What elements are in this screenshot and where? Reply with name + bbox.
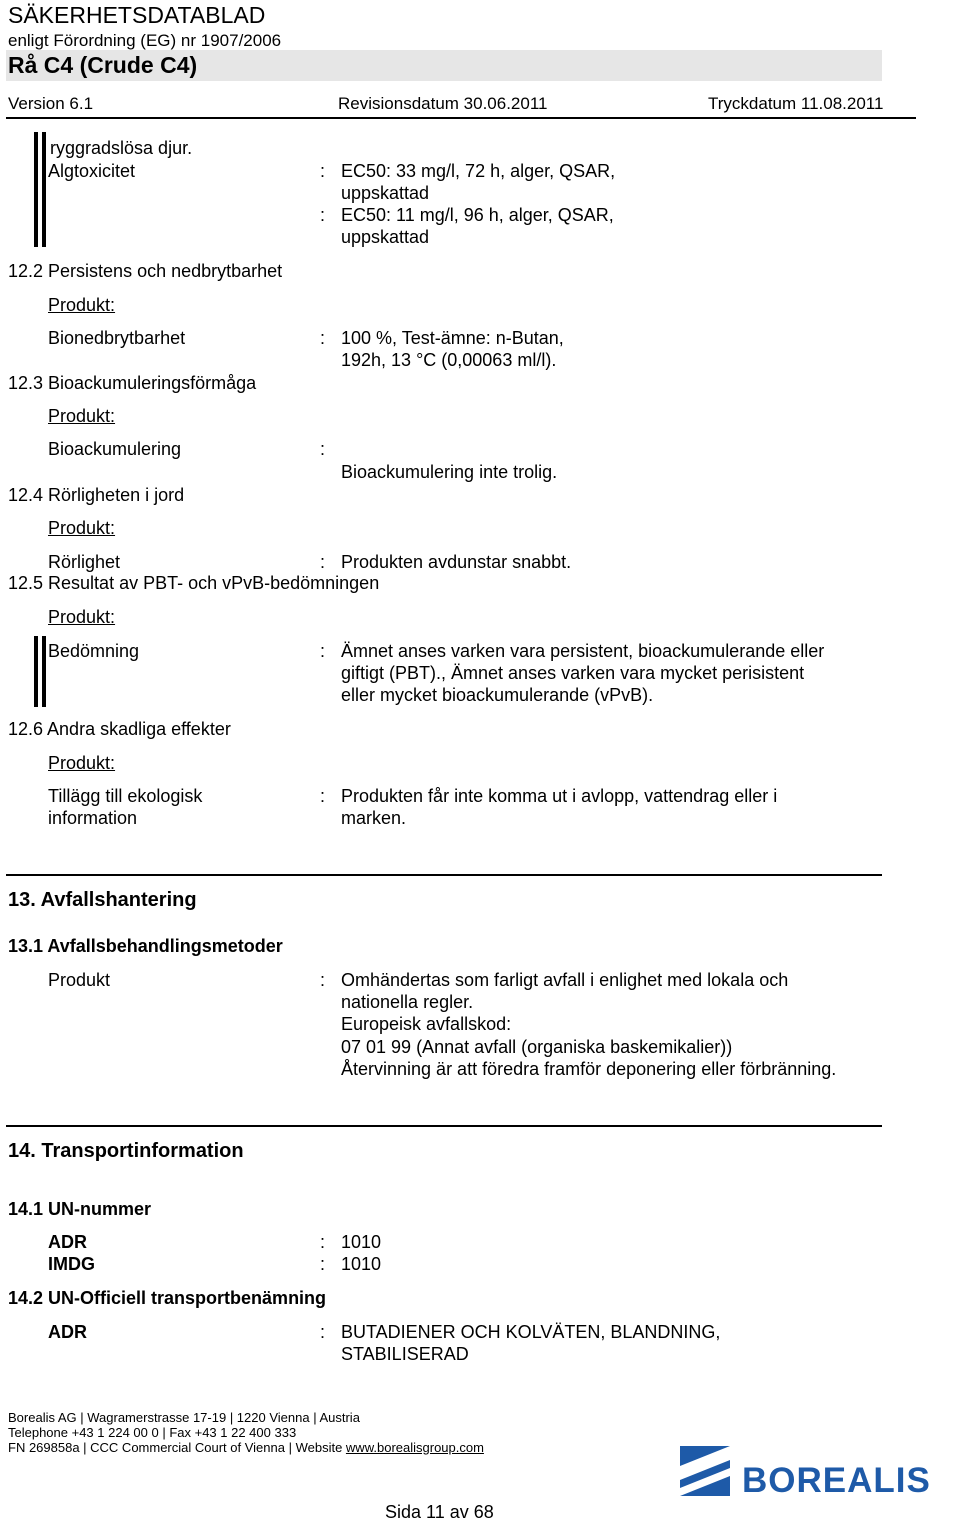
product-name-band [6, 50, 882, 81]
bedomning-value: giftigt (PBT)., Ämnet anses varken vara mycket perisistent [341, 663, 805, 683]
colon: : [320, 552, 326, 572]
heading-12-6: 12.6 Andra skadliga effekter [8, 719, 231, 739]
bedomning-label: Bedömning [48, 641, 140, 661]
colon: : [320, 1254, 326, 1274]
disposal-text: Europeisk avfallskod: [341, 1014, 512, 1034]
section-divider [6, 874, 882, 876]
colon: : [320, 1232, 326, 1252]
product-name: Rå C4 (Crude C4) [8, 52, 198, 78]
heading-14-1: 14.1 UN-nummer [8, 1199, 152, 1219]
heading-13-1: 13.1 Avfallsbehandlingsmetoder [8, 936, 283, 956]
colon: : [320, 970, 326, 990]
algtoxicitet-value: uppskattad [341, 227, 430, 247]
header-divider [6, 117, 916, 119]
transport-name: BUTADIENER OCH KOLVÄTEN, BLANDNING, [341, 1322, 721, 1342]
colon: : [320, 641, 326, 661]
bionedbrytbarhet-label: Bionedbrytbarhet [48, 328, 186, 348]
bedomning-value: Ämnet anses varken vara persistent, bioackumulerande eller [341, 641, 825, 661]
change-bar [34, 636, 38, 707]
bedomning-value: eller mycket bioackumulerande (vPvB). [341, 685, 654, 705]
produkt-label: Produkt [48, 970, 111, 990]
heading-12-4: 12.4 Rörligheten i jord [8, 485, 185, 505]
borealis-logo-text: BOREALIS [742, 1461, 931, 1500]
borealis-logo-mark-icon [680, 1446, 730, 1496]
change-bar [42, 132, 46, 247]
produkt-label: Produkt: [48, 406, 116, 426]
revision-date: Revisionsdatum 30.06.2011 [338, 94, 548, 113]
algtoxicitet-value: EC50: 11 mg/l, 96 h, alger, QSAR, [341, 205, 614, 225]
section-14-title: 14. Transportinformation [8, 1140, 244, 1162]
change-bar [34, 132, 38, 247]
heading-12-3: 12.3 Bioackumuleringsförmåga [8, 373, 257, 393]
footer-address: Borealis AG | Wagramerstrasse 17-19 | 1220 Vienna | Austria [8, 1410, 360, 1425]
algtoxicitet-value: EC50: 33 mg/l, 72 h, alger, QSAR, [341, 161, 616, 181]
footer-contact: Telephone +43 1 224 00 0 | Fax +43 1 22 400 333 [8, 1425, 297, 1440]
colon: : [320, 161, 326, 181]
disposal-text: Återvinning är att föredra framför deponering eller förbränning. [341, 1059, 837, 1079]
disposal-text: nationella regler. [341, 992, 474, 1012]
version-text: Version 6.1 [8, 94, 94, 113]
algtoxicitet-label: Algtoxicitet [48, 161, 136, 181]
regulation-text: enligt Förordning (EG) nr 1907/2006 [8, 31, 282, 50]
disposal-text: 07 01 99 (Annat avfall (organiska baskemikalier)) [341, 1037, 733, 1057]
tillagg-label: Tillägg till ekologisk [48, 786, 203, 806]
algtoxicitet-value: uppskattad [341, 183, 430, 203]
rorlighet-label: Rörlighet [48, 552, 121, 572]
section-13-title: 13. Avfallshantering [8, 889, 197, 911]
adr-label: ADR [48, 1232, 87, 1252]
rorlighet-value: Produkten avdunstar snabbt. [341, 552, 572, 572]
footer-registration-text: FN 269858a | CCC Commercial Court of Vienna | Website [8, 1440, 346, 1455]
change-bar [42, 636, 46, 707]
section-divider [6, 1125, 882, 1127]
colon: : [320, 439, 326, 459]
heading-12-5: 12.5 Resultat av PBT- och vPvB-bedömningen [8, 573, 380, 593]
transport-name: STABILISERAD [341, 1344, 469, 1364]
tillagg-value: marken. [341, 808, 407, 828]
bionedbrytbarhet-value: 192h, 13 °C (0,00063 ml/l). [341, 350, 557, 370]
tillagg-value: Produkten får inte komma ut i avlopp, vattendrag eller i [341, 786, 778, 806]
print-date: Tryckdatum 11.08.2011 [708, 94, 884, 113]
footer-registration [8, 1440, 484, 1455]
page-number: Sida 11 av 68 [385, 1502, 494, 1522]
bioackumulering-value: Bioackumulering inte trolig. [341, 462, 558, 482]
bionedbrytbarhet-value: 100 %, Test-ämne: n-Butan, [341, 328, 564, 348]
tillagg-label: information [48, 808, 138, 828]
colon: : [320, 328, 326, 348]
colon: : [320, 786, 326, 806]
produkt-label: Produkt: [48, 295, 116, 315]
website-link[interactable]: www.borealisgroup.com [345, 1440, 484, 1455]
disposal-text: Omhändertas som farligt avfall i enlighet med lokala och [341, 970, 789, 990]
colon: : [320, 205, 326, 225]
text-fragment: ryggradslösa djur. [50, 138, 193, 158]
adr-label: ADR [48, 1322, 87, 1342]
document-title: SÄKERHETSDATABLAD [8, 2, 266, 28]
imdg-un-number: 1010 [341, 1254, 382, 1274]
produkt-label: Produkt: [48, 518, 116, 538]
heading-14-2: 14.2 UN-Officiell transportbenämning [8, 1288, 327, 1308]
heading-12-2: 12.2 Persistens och nedbrytbarhet [8, 261, 283, 281]
imdg-label: IMDG [48, 1254, 95, 1274]
colon: : [320, 1322, 326, 1342]
bioackumulering-label: Bioackumulering [48, 439, 182, 459]
adr-un-number: 1010 [341, 1232, 382, 1252]
produkt-label: Produkt: [48, 753, 116, 773]
produkt-label: Produkt: [48, 607, 116, 627]
